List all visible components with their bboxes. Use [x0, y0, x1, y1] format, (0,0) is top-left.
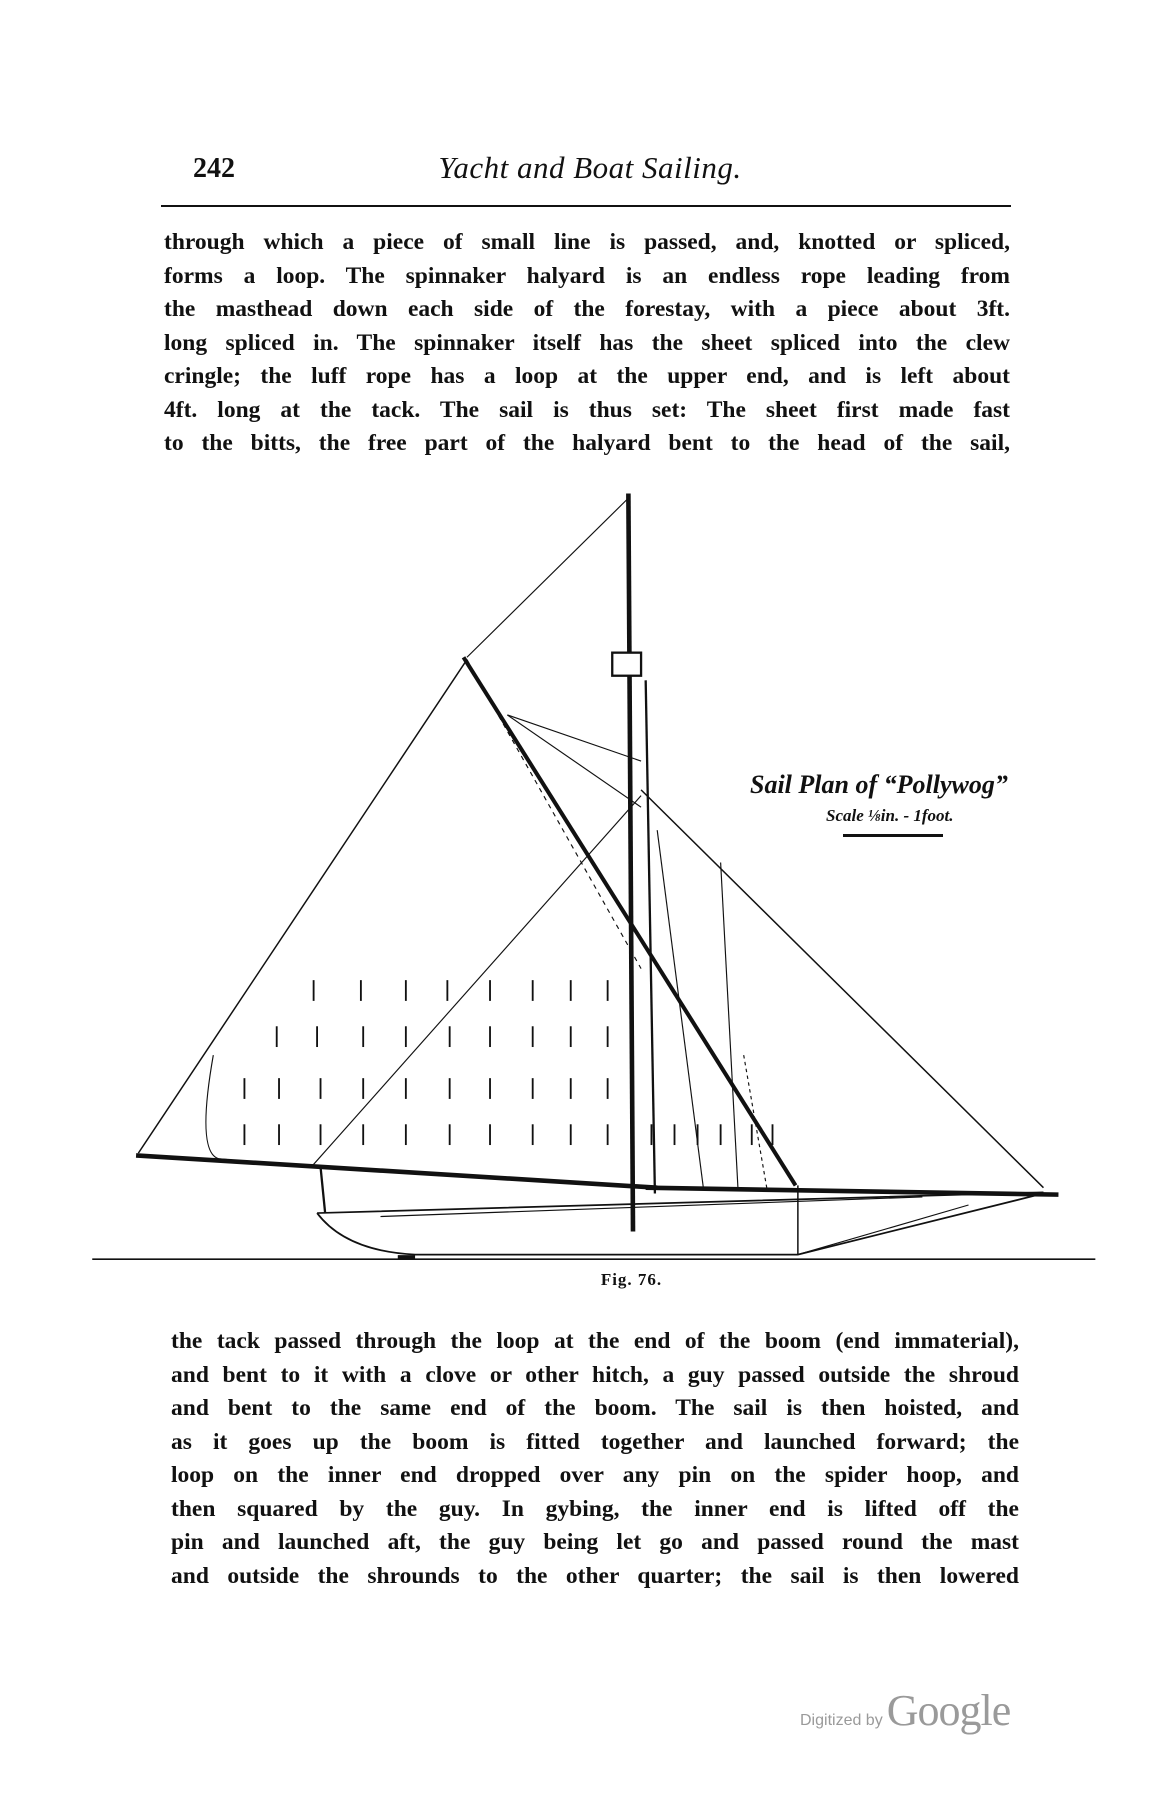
watermark-prefix: Digitized by: [800, 1712, 883, 1729]
boom: [136, 1155, 657, 1187]
hull: [317, 1192, 1043, 1254]
text-line: through which a piece of small line is passed, and, knotted or spliced,: [164, 229, 1010, 255]
text-line: and bent to the same end of the boom. The sail is then hoisted, and: [171, 1395, 1019, 1421]
text-line: the tack passed through the loop at the end of the boom (end immaterial),: [171, 1328, 1019, 1354]
text-line: as it goes up the boom is fitted together and launched forward; the: [171, 1428, 1019, 1455]
text-line: and outside the shrounds to the other quarter; the sail is then lowered: [171, 1562, 1019, 1589]
text-line: loop on the inner end dropped over any pin on the spider hoop, and: [171, 1462, 1019, 1488]
text-line: then squared by the guy. In gybing, the inner end is lifted off the: [171, 1495, 1019, 1522]
forestay: [641, 790, 1043, 1188]
mast: [628, 494, 633, 1232]
page-number: 242: [193, 153, 235, 184]
sail-plan-title: Sail Plan of “Pollywog”: [750, 770, 1008, 799]
scale-underline: [843, 834, 943, 837]
sail-plan-scale: Scale ⅛in. - 1foot.: [826, 806, 954, 825]
paragraph-bottom: [171, 1325, 1019, 1593]
flag: [612, 653, 641, 676]
text-line: long spliced in. The spinnaker itself has the sheet spliced into the clew: [164, 329, 1010, 356]
text-line: the masthead down each side of the forestay, with a piece about 3ft.: [164, 296, 1010, 322]
bowsprit: [646, 1188, 1059, 1195]
text-line: 4ft. long at the tack. The sail is thus set: The sheet first made fast: [164, 396, 1010, 423]
text-line: to the bitts, the free part of the halyard bent to the head of the sail,: [164, 430, 1010, 456]
text-line: forms a loop. The spinnaker halyard is an endless rope leading from: [164, 262, 1010, 289]
digitized-watermark: [800, 1685, 1010, 1736]
text-line: cringle; the luff rope has a loop at the upper end, and is left about: [164, 363, 1010, 389]
topsail-luff: [467, 498, 628, 657]
sheer-line: [380, 1197, 922, 1217]
text-line: pin and launched aft, the guy being let go and passed round the mast: [171, 1529, 1019, 1555]
text-line: and bent to it with a clove or other hitch, a guy passed outside the shroud: [171, 1361, 1019, 1388]
mainsail-leech: [138, 660, 467, 1154]
figure-caption: Fig. 76.: [600, 1270, 663, 1289]
watermark-brand: Google: [886, 1686, 1011, 1735]
running-title: Yacht and Boat Sailing.: [438, 150, 742, 185]
